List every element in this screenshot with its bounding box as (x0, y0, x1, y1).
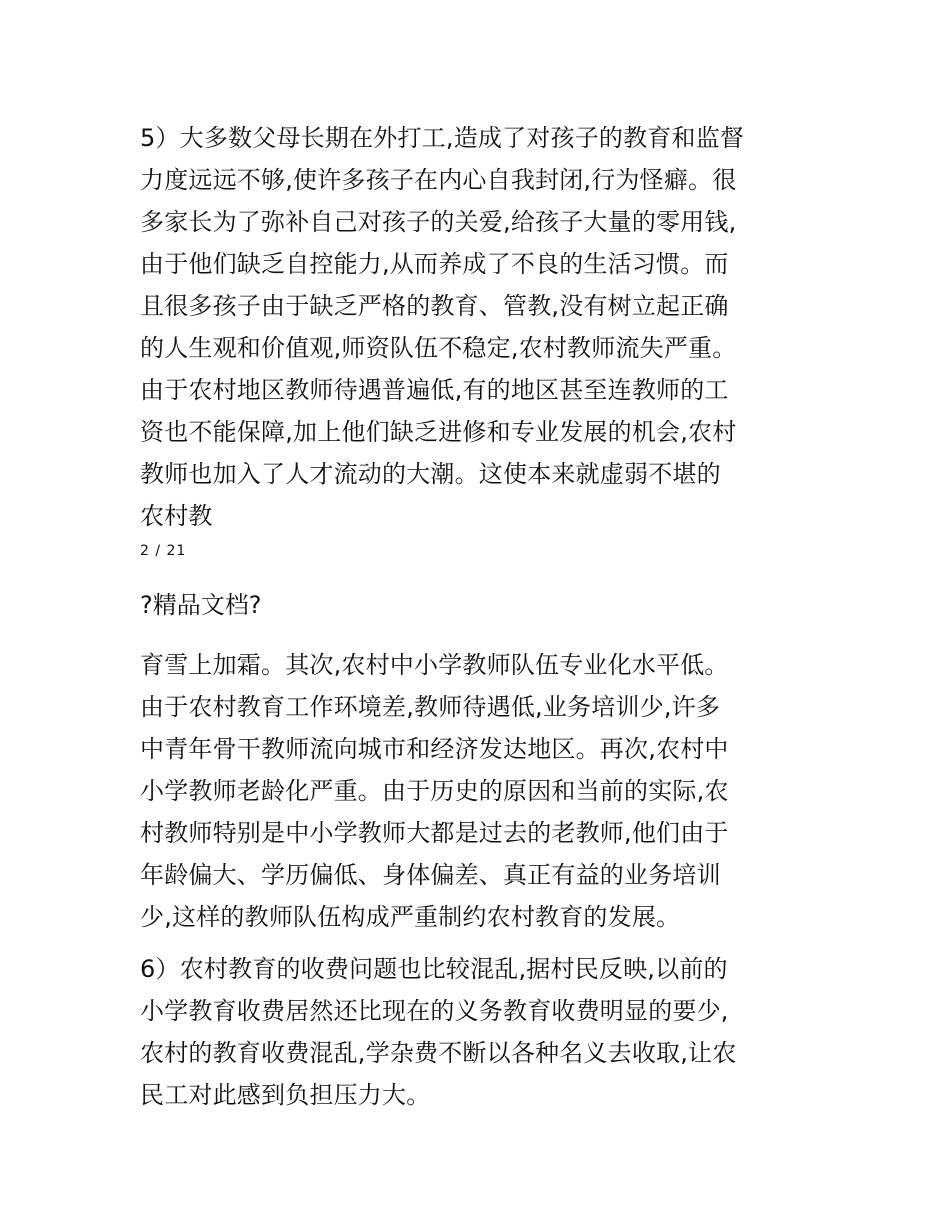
paragraph-line: 由于农村教育工作环境差,教师待遇低,业务培训少,许多 (140, 693, 721, 721)
paragraph-line: 农村教 (140, 502, 213, 530)
page-number: 2 / 21 (140, 543, 187, 559)
paragraph-line: 力度远远不够,使许多孩子在内心自我封闭,行为怪癖。很 (140, 166, 737, 194)
paragraph-line: 民工对此感到负担压力大。 (140, 1081, 431, 1109)
paragraph-line: 育雪上加霜。其次,农村中小学教师队伍专业化水平低。 (140, 651, 729, 679)
paragraph-line: 且很多孩子由于缺乏严格的教育、管教,没有树立起正确 (140, 292, 729, 320)
paragraph-line: 多家长为了弥补自己对孩子的关爱,给孩子大量的零用钱, (140, 208, 737, 236)
paragraph-line: 由于农村地区教师待遇普遍低,有的地区甚至连教师的工 (140, 376, 729, 404)
paragraph-continued (140, 644, 810, 938)
paragraph-line: 中青年骨干教师流向城市和经济发达地区。再次,农村中 (140, 735, 729, 763)
paragraph-line: 村教师特别是中小学教师大都是过去的老教师,他们由于 (140, 819, 729, 847)
document-header-mark: ?精品文档? (140, 591, 262, 619)
paragraph-line: 农村的教育收费混乱,学杂费不断以各种名义去收取,让农 (140, 1039, 737, 1067)
paragraph-line: 教师也加入了人才流动的大潮。这使本来就虚弱不堪的 (140, 460, 721, 488)
paragraph-line: 5）大多数父母长期在外打工,造成了对孩子的教育和监督 (140, 124, 745, 152)
paragraph-line: 6）农村教育的收费问题也比较混乱,据村民反映,以前的 (140, 955, 728, 983)
paragraph-line: 由于他们缺乏自控能力,从而养成了不良的生活习惯。而 (140, 250, 729, 278)
paragraph-6 (140, 948, 810, 1116)
paragraph-line: 的人生观和价值观,师资队伍不稳定,农村教师流失严重。 (140, 334, 737, 362)
paragraph-line: 少,这样的教师队伍构成严重制约农村教育的发展。 (140, 903, 681, 931)
paragraph-line: 小学教师老龄化严重。由于历史的原因和当前的实际,农 (140, 777, 729, 805)
paragraph-5 (140, 117, 810, 537)
paragraph-line: 年龄偏大、学历偏低、身体偏差、真正有益的业务培训 (140, 861, 721, 889)
paragraph-line: 资也不能保障,加上他们缺乏进修和专业发展的机会,农村 (140, 418, 737, 446)
paragraph-line: 小学教育收费居然还比现在的义务教育收费明显的要少, (140, 997, 729, 1025)
